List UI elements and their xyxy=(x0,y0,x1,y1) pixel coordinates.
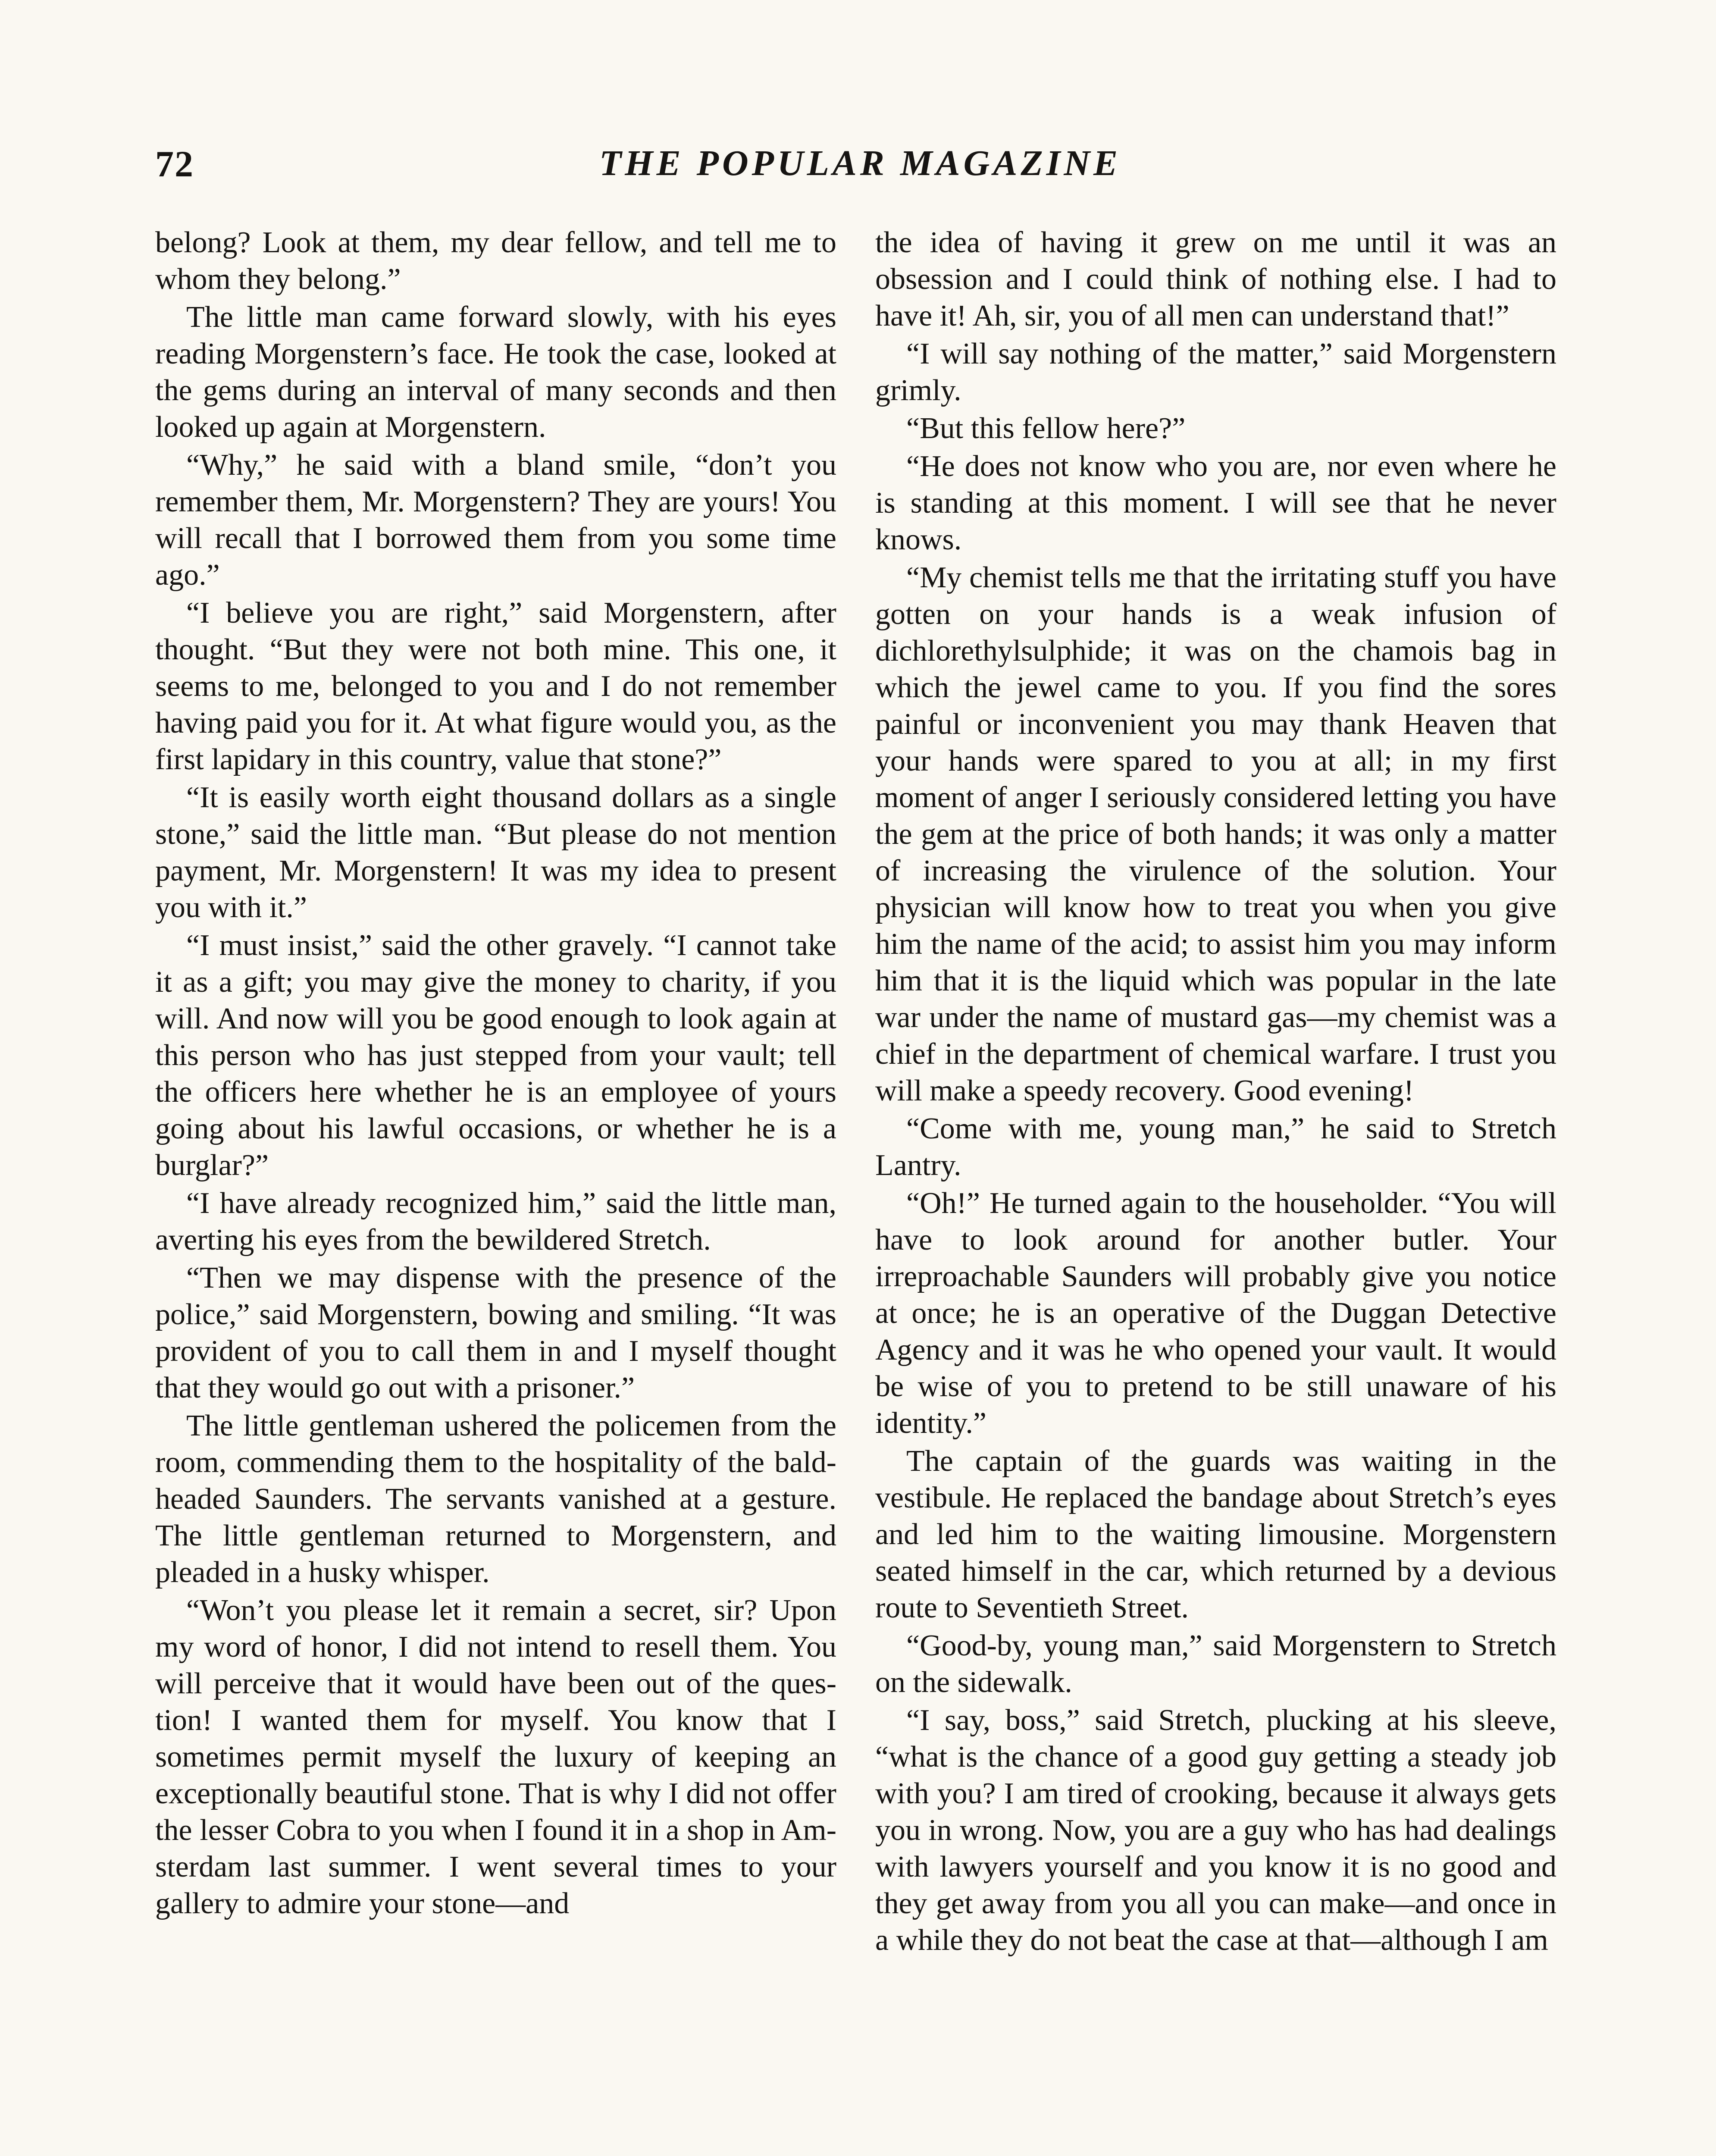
paragraph: “Why,” he said with a bland smile, “don’t you remember them, Mr. Morgenstern? They are yours! You will recall that I borrowed them from you some time ago.” xyxy=(155,448,836,592)
paragraph: “It is easily worth eight thousand dollars as a single stone,” said the little man. “But please do not mention payment, Mr. Morgenstern! It was my idea to present you with it.” xyxy=(155,781,836,924)
magazine-title: THE POPULAR MAGAZINE xyxy=(599,143,1121,183)
page-header xyxy=(155,142,1565,190)
paragraph: “My chemist tells me that the irritating stuff you have gotten on your hands is a weak infusion of dichlorethylsulphide; it was on the chamois bag in which the jewel came to you. If you find the sores painful or inconvenient you may thank Heaven that your hands were spared to you at all; in my first moment of anger I seriously considered letting you have the gem at the price of both hands; it was only a matter of increasing the virulence of the solution. Your physician will know how to treat you when you give him the name of the acid; to assist him you may inform him that it is the liquid which was popular in the late war under the name of mustard gas—my chemist was a chief in the department of chemical warfare. I trust you will make a speedy recovery. Good evening! xyxy=(875,561,1556,1107)
paragraph: “I believe you are right,” said Morgenstern, after thought. “But they were not both mine. This one, it seems to me, belonged to you and I do not remember having paid you for it. At what figure would you, as the first lapidary in this country, value that stone?” xyxy=(155,596,836,776)
paragraph: “Oh!” He turned again to the householder. “You will have to look around for another butler. Your irreproachable Saunders will probably give you notice at once; he is an operative of the Duggan Detective Agency and it was he who opened your vault. It would be wise of you to pretend to be still unaware of his identity.” xyxy=(875,1187,1556,1440)
paragraph: The captain of the guards was waiting in the vestibule. He replaced the bandage about Stretch’s eyes and led him to the waiting limousine. Morgenstern seated himself in the car, which returned by a devious route to Seventieth Street. xyxy=(875,1445,1556,1624)
right-column xyxy=(875,224,1556,1960)
paragraph: “I say, boss,” said Stretch, plucking at his sleeve, “what is the chance of a good guy getting a steady job with you? I am tired of crooking, because it always gets you in wrong. Now, you are a guy who has had dealings with lawyers yourself and you know it is no good and they get away from you all you can make—and once in a while they do not beat the case at that—although I am xyxy=(875,1704,1556,1957)
paragraph: The little gentleman ushered the policemen from the room, commending them to the hospitality of the bald-headed Saunders. The servants vanished at a gesture. The little gentleman returned to Morgenstern, and pleaded in a husky whisper. xyxy=(155,1409,836,1589)
paragraph: “I have already recognized him,” said the little man, averting his eyes from the bewildered Stretch. xyxy=(155,1187,836,1257)
paragraph: the idea of having it grew on me until it was an obsession and I could think of nothing else. I had to have it! Ah, sir, you of all men can understand that!” xyxy=(875,226,1556,332)
paragraph: The little man came forward slowly, with his eyes reading Morgenstern’s face. He took the case, looked at the gems during an interval of many seconds and then looked up again at Morgenstern. xyxy=(155,301,836,444)
paragraph: “Come with me, young man,” he said to Stretch Lantry. xyxy=(875,1112,1556,1182)
paragraph: “I will say nothing of the matter,” said Morgenstern grimly. xyxy=(875,337,1556,407)
paragraph: “Won’t you please let it remain a secret, sir? Upon my word of honor, I did not intend to resell them. You will perceive that it would have been out of the question! I wanted them for myself. You know that I sometimes permit myself the luxury of keeping an exceptionally beautiful stone. That is why I did not offer the lesser Cobra to you when I found it in a shop in Amsterdam last summer. I went several times to your gallery to admire your stone—and xyxy=(155,1594,836,1920)
page-number: 72 xyxy=(155,143,194,185)
paragraph: “But this fellow here?” xyxy=(906,412,1186,445)
paragraph: “Good-by, young man,” said Morgenstern to Stretch on the sidewalk. xyxy=(875,1629,1556,1699)
paragraph: “He does not know who you are, nor even where he is standing at this moment. I will see that he never knows. xyxy=(875,450,1556,556)
paragraph: belong? Look at them, my dear fellow, and tell me to whom they belong.” xyxy=(155,226,836,296)
paragraph: “I must insist,” said the other gravely. “I cannot take it as a gift; you may give the money to charity, if you will. And now will you be good enough to look again at this person who has just stepped from your vault; tell the officers here whether he is an employee of yours going about his lawful occasions, or whether he is a burglar?” xyxy=(155,929,836,1182)
left-column xyxy=(155,224,836,1923)
paragraph: “Then we may dispense with the presence of the police,” said Morgenstern, bowing and smiling. “It was provident of you to call them in and I myself thought that they would go out with a prisoner.” xyxy=(155,1261,836,1404)
